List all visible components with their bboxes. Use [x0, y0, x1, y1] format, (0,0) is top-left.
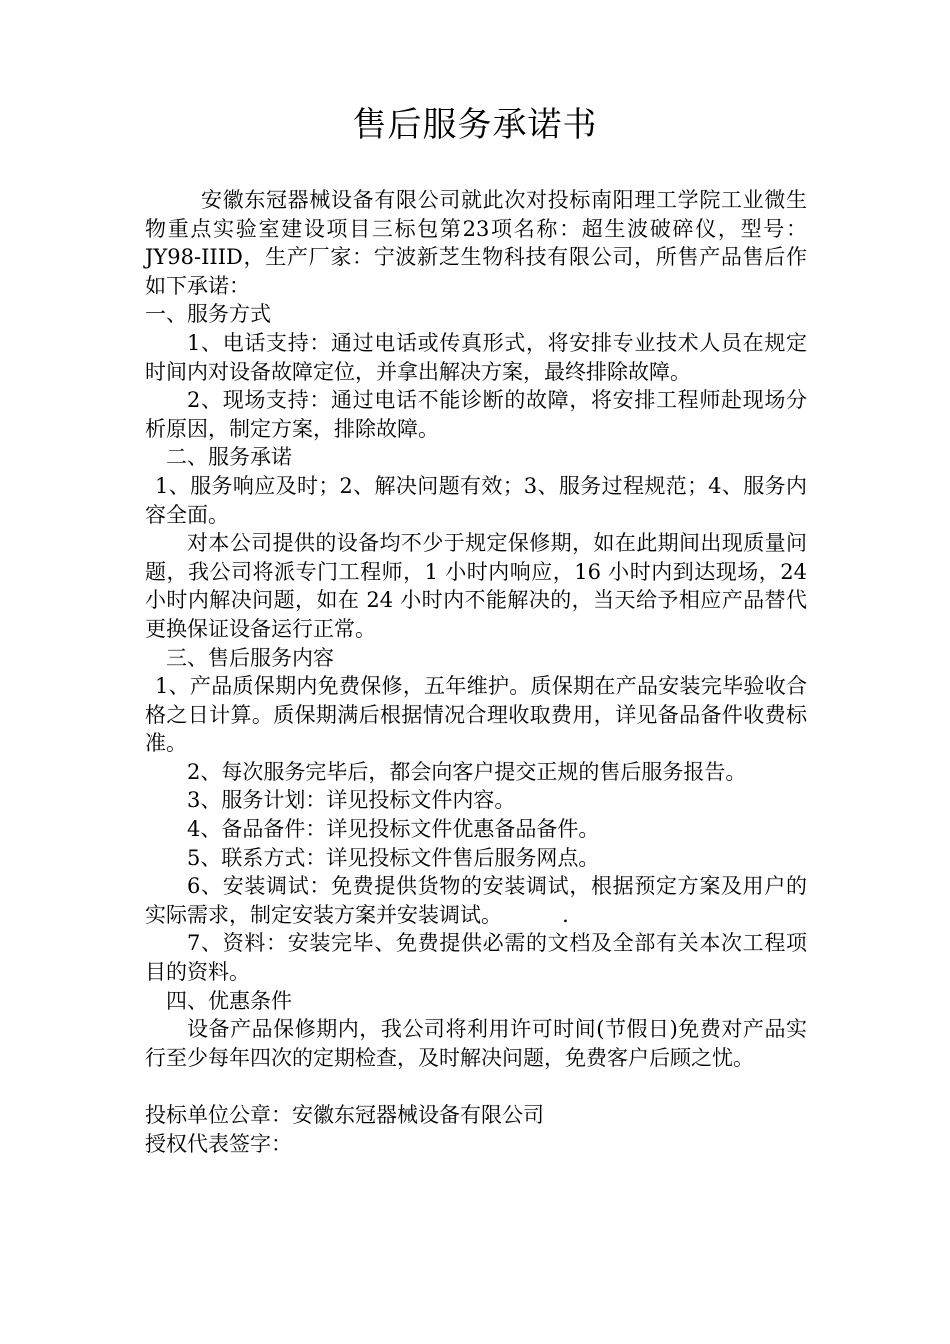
intro-paragraph: 安徽东冠器械设备有限公司就此次对投标南阳理工学院工业微生物重点实验室建设项目三标包第23项名称：超生波破碎仪，型号：JY98-IIID，生产厂家：宁波新芝生物科技有限公司，所售产品售后作如下承诺：: [145, 188, 807, 298]
signature-line: 授权代表签字：: [145, 1131, 292, 1156]
section-2-heading: 二、服务承诺: [166, 445, 292, 470]
document-body: [145, 186, 807, 1158]
section-3-item-7: 7、资料：安装完毕、免费提供必需的文档及全部有关本次工程项目的资料。: [145, 931, 807, 985]
company-seal-line: 投标单位公章：安徽东冠器械设备有限公司: [145, 1103, 544, 1127]
section-4-heading: 四、优惠条件: [166, 988, 292, 1013]
document-title: 售后服务承诺书: [352, 105, 598, 145]
section-4-paragraph: 设备产品保修期内，我公司将利用许可时间(节假日)免费对产品实行至少每年四次的定期检查，及时解决问题，免费客户后顾之忧。: [145, 1017, 807, 1070]
section-3-item-4: 4、备品备件：详见投标文件优惠备品备件。: [187, 817, 600, 842]
section-1-item-1: 1、电话支持：通过电话或传真形式，将安排专业技术人员在规定时间内对设备故障定位，并拿出解决方案，最终排除故障。: [145, 330, 807, 384]
spacer: [145, 1072, 807, 1101]
section-1-heading: 一、服务方式: [145, 302, 271, 327]
section-3-item-5: 5、联系方式：详见投标文件售后服务网点。: [187, 845, 600, 870]
section-3-item-2: 2、每次服务完毕后，都会向客户提交正规的售后服务报告。: [187, 759, 747, 784]
section-3-item-1: 1、产品质保期内免费保修，五年维护。质保期在产品安装完毕验收合格之日计算。质保期满后根据情况合理收取费用，详见备品备件收费标准。: [145, 674, 807, 756]
section-2-paragraph: 对本公司提供的设备均不少于规定保修期，如在此期间出现质量问题，我公司将派专门工程师，1 小时内响应，16 小时内到达现场，24 小时内解决问题，如在 24 小时内不能解决的，当天给予相应产品替代更换保证设备运行正常。: [145, 531, 807, 641]
section-3-heading: 三、售后服务内容: [166, 645, 334, 670]
section-1-item-2: 2、现场支持：通过电话不能诊断的故障，将安排工程师赴现场分析原因，制定方案，排除故障。: [145, 388, 807, 441]
section-3-item-3: 3、服务计划：详见投标文件内容。: [187, 788, 516, 813]
section-2-item-1: 1、服务响应及时；2、解决问题有效；3、服务过程规范；4、服务内容全面。: [145, 473, 807, 527]
section-3-item-6: 6、安装调试：免费提供货物的安装调试，根据预定方案及用户的实际需求，制定安装方案并安装调试。 .: [145, 874, 807, 927]
